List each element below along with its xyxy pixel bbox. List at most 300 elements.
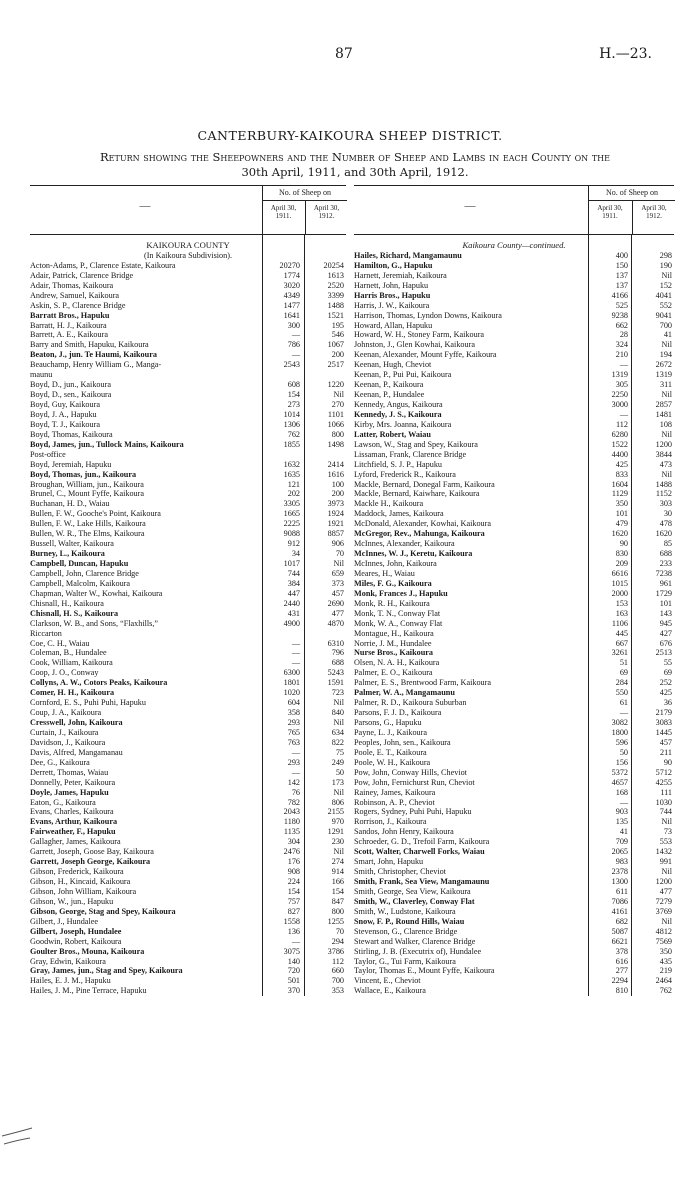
sheep-1911-cell: 137 [615,270,628,280]
owner-name: Burney, L., Kaikoura [30,549,105,559]
sheep-1912-cell: 3399 [327,290,344,300]
sheep-1911-cell: 7086 [611,896,628,906]
sheep-1911-cell: 1129 [611,489,628,499]
table-row [30,360,346,370]
sheep-1911-cell: 101 [615,509,628,519]
sheep-1912-cell: 688 [659,549,672,559]
sheep-1911-cell: 176 [287,857,300,867]
sheep-1912-cell: 143 [659,608,672,618]
right-rows [354,235,674,996]
sheep-1912-cell: 1066 [327,419,344,429]
table-row [30,668,346,678]
sheep-1911-cell: 9238 [611,310,628,320]
sheep-1911-cell: 154 [287,390,300,400]
table-row [30,639,346,649]
owner-name: Buchanan, H. D., Waiau [30,499,110,509]
sheep-1912-cell: 36 [663,698,672,708]
owner-name: Vincent, E., Cheviot [354,976,421,986]
sheep-1912-cell: 2155 [327,807,344,817]
left-rows [30,235,346,996]
table-row [30,420,346,430]
owner-name: Gilbert, Joseph, Hundalee [30,926,122,936]
table-row [30,599,346,609]
sheep-1912-cell: 945 [659,618,672,628]
table-row [30,440,346,450]
sheep-1911-cell: 3082 [611,718,628,727]
right-table [354,185,674,996]
owner-name: Palmer, W. A., Mangamaunu [354,688,455,698]
sheep-1912-cell: 1521 [327,310,344,320]
sheep-1912-cell: 1620 [655,529,672,539]
sheep-1912-cell: 1319 [655,370,672,380]
sheep-1911-cell: 1620 [611,529,628,539]
owner-name: Goodwin, Robert, Kaikoura [30,936,122,946]
sheep-1911-cell: 3075 [283,946,300,956]
sheep-1912-cell: 457 [659,737,672,747]
owner-name: Montague, H., Kaikoura [354,628,434,638]
sheep-1912-cell: 298 [659,250,672,260]
table-row [354,529,674,539]
owner-name: Lawson, W., Stag and Spey, Kaikoura [354,439,478,449]
owner-name: Stirling, J. B. (Executrix of), Hundalee [354,946,482,956]
table-row [30,927,346,937]
table-row [354,340,674,350]
owner-name: Beauchamp, Henry William G., Manga- [30,360,162,370]
table-row [354,301,674,311]
sheep-1912-cell: 2672 [655,360,672,370]
owner-name: Comer, H. H., Kaikoura [30,688,115,698]
table-row [354,589,674,599]
sheep-1911-cell: 136 [287,926,300,936]
sheep-1912-cell: 100 [331,479,344,489]
table-row [354,986,674,996]
table-row [30,957,346,967]
table-row [354,380,674,390]
owner-name: Lissaman, Frank, Clarence Bridge [354,449,467,459]
owner-name: Curtain, J., Kaikoura [30,727,99,737]
owner-name: Gibson, John William, Kaikoura [30,886,137,896]
table-row [30,907,346,917]
table-row [354,738,674,748]
sheep-1911-cell: 757 [287,896,300,906]
sheep-1911-cell: 903 [615,807,628,817]
owner-name: Rorrison, J., Kaikoura [354,817,427,827]
table-row [30,986,346,996]
table-row [354,480,674,490]
owner-name: Harris, J. W., Kaikoura [354,300,430,310]
sheep-1911-cell: 1774 [283,270,300,280]
sheep-1912-cell: 7569 [655,936,672,946]
sheep-1912-cell: 20254 [323,260,344,270]
table-row [354,271,674,281]
sheep-1911-cell: 682 [615,916,628,926]
sheep-1912-cell: 2414 [327,459,344,469]
sheep-1911-cell: 827 [287,906,300,916]
owner-name: McGregor, Rev., Mahunga, Kaikoura [354,529,485,539]
document-subtitle [50,150,660,180]
table-row [30,648,346,658]
table-row [30,718,346,728]
owner-name: Keenan, P., Hundalee [354,390,425,400]
sheep-1911-cell: 1180 [283,817,300,827]
sheep-1912-cell: 9041 [655,310,672,320]
section-heading-continued: Kaikoura County—continued. [462,240,566,250]
sheep-1912-cell: 211 [660,747,672,757]
sheep-1911-cell: 137 [615,280,628,290]
sheep-1911-cell: 501 [287,976,300,986]
owner-name: Hailes, Richard, Mangamaunu [354,250,462,260]
table-row [354,668,674,678]
owner-name: Pow, John, Conway Hills, Cheviot [354,767,467,777]
owner-name: Smith, Christopher, Cheviot [354,867,447,877]
sheep-1912-cell: 8857 [327,529,344,539]
table-row [30,271,346,281]
sheep-1912-cell: Nil [661,916,672,926]
table-row [354,579,674,589]
sheep-1911-cell: 1020 [283,688,300,698]
sheep-1911-cell: 273 [287,400,300,409]
owner-name: Miles, F. G., Kaikoura [354,578,432,588]
sheep-1912-cell: 101 [659,598,672,608]
sheep-1912-cell: 112 [332,956,344,966]
owner-name: Smith, W., Ludstone, Kaikoura [354,906,456,916]
sheep-1911-cell: 447 [287,588,300,598]
table-row [30,658,346,668]
owner-name: Howard, Allan, Hapuku [354,320,433,330]
table-row [354,489,674,499]
sheep-1912-cell: 1591 [327,678,344,688]
owner-name: Pow, John, Fernichurst Run, Cheviot [354,777,475,787]
sheep-1911-cell: 156 [615,757,628,767]
sheep-1912-cell: 1432 [655,847,672,857]
sheep-1912-cell: 800 [331,429,344,439]
owner-name: Boyd, T. J., Kaikoura [30,419,100,429]
sheep-1911-cell: 2065 [611,847,628,857]
owner-name: Dee, G., Kaikoura [30,757,90,767]
sheep-1912-cell: 230 [331,837,344,847]
table-row [30,619,346,629]
owner-name: Campbell, Malcolm, Kaikoura [30,578,131,588]
sheep-1911-cell: 3261 [611,648,628,658]
sheep-1912-cell: 822 [331,737,344,747]
owner-name: Parsons, F. J. D., Kaikoura [354,708,442,718]
sheep-1911-cell: 667 [615,638,628,648]
owner-name: Post-office [30,449,66,459]
table-row [30,877,346,887]
sheep-1911-cell: 709 [615,837,628,847]
sheep-1912-cell: 688 [331,658,344,668]
sheep-1911-cell: 150 [615,260,628,270]
sheep-1912-cell: 85 [663,539,672,549]
owner-name: Stevenson, G., Clarence Bridge [354,926,458,936]
table-row [354,350,674,360]
sheep-1911-cell: 5372 [611,767,628,777]
table-row [354,917,674,927]
sheep-1911-cell: 550 [615,688,628,698]
sheep-1912-cell: 4812 [655,926,672,936]
owner-name: Rainey, James, Kaikoura [354,787,436,797]
sheep-1912-cell: 350 [659,946,672,956]
owner-name: Harrison, Thomas, Lyndon Downs, Kaikoura [354,310,502,320]
sheep-1912-cell: 552 [659,300,672,310]
sheep-1912-cell: 3786 [327,946,344,956]
table-row [30,470,346,480]
owner-name: Collyns, A. W., Cotors Peaks, Kaikoura [30,678,168,688]
table-row [30,698,346,708]
sheep-1912-cell: Nil [661,340,672,350]
sheep-1912-cell: Nil [661,270,672,280]
owner-name: Gibson, George, Stag and Spey, Kaikoura [30,906,176,916]
table-row [30,509,346,519]
sheep-1912-cell: 41 [663,330,672,340]
sheep-1911-cell: 2378 [611,867,628,877]
sheep-1911-cell: 224 [287,877,300,886]
table-row [30,370,346,380]
sheep-1911-cell: 34 [291,549,300,559]
sheep-1912-cell: 5243 [327,668,344,678]
sheep-1911-cell: 28 [619,330,628,340]
table-row [30,966,346,976]
owner-name: Keenan, Hugh, Cheviot [354,360,432,370]
section-heading: KAIKOURA COUNTY [146,240,230,250]
sheep-1911-cell: 3000 [611,400,628,409]
owner-name: Coleman, B., Hundalee [30,648,107,658]
owner-name: Olsen, N. A. H., Kaikoura [354,658,440,668]
table-row [30,450,346,460]
sheep-1911-cell: 611 [616,886,628,896]
owner-name: Gray, James, jun., Stag and Spey, Kaikoura [30,966,183,976]
table-row [354,718,674,728]
sheep-1911-cell: 277 [615,966,628,976]
owner-name: Wallace, E., Kaikoura [354,986,426,996]
owner-name: Boyd, D., jun., Kaikoura [30,380,111,390]
sheep-1911-cell: 90 [619,539,628,549]
sheep-1912-cell: 219 [659,966,672,976]
sheep-1912-cell: 3973 [327,499,344,509]
owner-name: Fairweather, F., Hapuku [30,827,116,837]
col-1912-header: April 30, 1912. [305,200,347,234]
sheep-1911-cell: 983 [615,857,628,867]
owner-name: Meares, H., Waiau [354,568,415,578]
owner-name: Boyd, Guy, Kaikoura [30,400,100,409]
table-row [354,788,674,798]
sheep-1912-cell: Nil [333,559,344,568]
table-row [354,947,674,957]
owner-name: Barrett, A. E., Kaikoura [30,330,108,340]
col-1911-header: April 30, 1911. [270,204,297,220]
owner-name: Harris Bros., Hapuku [354,290,431,300]
sheep-1911-cell: 2000 [611,588,628,598]
sheep-1912-cell: 353 [331,986,344,996]
sheep-1912-cell: 427 [659,628,672,638]
sheep-1912-cell: 660 [331,966,344,976]
owner-name: Poole, W. H., Kaikoura [354,757,431,767]
sheep-1911-cell: — [291,767,300,777]
subsection-heading: (In Kaikoura Subdivision). [143,250,232,260]
sheep-1912-cell: 1481 [655,409,672,419]
sheep-1912-cell: 659 [331,568,344,578]
sheep-1911-cell: 3305 [283,499,300,509]
owner-name: Gibson, H., Kincaid, Kaikoura [30,877,131,886]
table-row [354,957,674,967]
table-row [30,807,346,817]
sheep-1912-cell: 2520 [327,280,344,290]
sheep-1912-cell: 676 [659,638,672,648]
owner-name: Cook, William, Kaikoura [30,658,113,668]
owner-name: Monk, R. H., Kaikoura [354,598,430,608]
table-row [354,648,674,658]
owner-name: Bussell, Walter, Kaikoura [30,539,114,549]
sheep-1911-cell: 2225 [283,519,300,529]
owner-name: Smith, George, Sea View, Kaikoura [354,886,471,896]
sheep-1912-cell: 55 [663,658,672,668]
sheep-1912-cell: Nil [333,847,344,857]
sheep-1912-cell: 800 [331,906,344,916]
table-row [30,480,346,490]
table-row [354,470,674,480]
sheep-1912-cell: Nil [661,867,672,877]
owner-name: Palmer, E. S., Brentwood Farm, Kaikoura [354,678,492,688]
sheep-1911-cell: — [291,936,300,946]
owner-name: Bullen, W. R., The Elms, Kaikoura [30,529,145,539]
owner-name: Poole, E. T., Kaikoura [354,747,427,757]
page-number: 87 [335,46,353,62]
owner-name: Sandos, John Henry, Kaikoura [354,827,454,837]
sheep-1912-cell: 2513 [655,648,672,658]
owner-name: Boyd, James, jun., Tullock Mains, Kaikoura [30,439,184,449]
sheep-1911-cell: 209 [615,559,628,568]
table-row [30,330,346,340]
table-row [30,410,346,420]
sheep-1911-cell: 662 [615,320,628,330]
header-dash: — [464,200,476,212]
sheep-1911-cell: 445 [615,628,628,638]
owner-name: Hamilton, G., Hapuku [354,260,433,270]
sheep-1911-cell: 4161 [611,906,628,916]
sheep-1912-cell: 477 [659,886,672,896]
table-row [354,698,674,708]
sheep-1912-cell: 200 [331,350,344,360]
sheep-1911-cell: 786 [287,340,300,350]
table-row [30,281,346,291]
owner-name: Palmer, R. D., Kaikoura Suburban [354,698,467,708]
sheep-1911-cell: 1135 [283,827,300,837]
owner-name: Taylor, G., Tui Farm, Kaikoura [354,956,456,966]
owner-name: Evans, Arthur, Kaikoura [30,817,118,827]
table-row [30,569,346,579]
sheep-1911-cell: 762 [287,429,300,439]
table-row [30,857,346,867]
sheep-1912-cell: 3769 [655,906,672,916]
sheep-1911-cell: 1106 [611,618,628,628]
sheep-1912-cell: 2690 [327,598,344,608]
sheep-1912-cell: 473 [659,459,672,469]
sheep-1911-cell: — [619,409,628,419]
owner-name: Andrew, Samuel, Kaikoura [30,290,120,300]
owner-name: Davis, Alfred, Mangamanau [30,747,123,757]
sheep-1911-cell: 2250 [611,390,628,400]
owner-name: Gibson, W., jun., Hapuku [30,896,114,906]
col-1911-header: April 30, 1911. [597,204,623,220]
sheep-1912-cell: 75 [335,747,344,757]
table-row [30,837,346,847]
table-row [354,798,674,808]
sheep-1912-cell: 914 [331,867,344,877]
table-row [30,589,346,599]
sheep-1911-cell: 1017 [283,559,300,568]
table-row [354,321,674,331]
sheep-1911-cell: 2294 [611,976,628,986]
sheep-1912-cell: 634 [331,727,344,737]
margin-pencil-marks [0,1088,40,1148]
sheep-1911-cell: 293 [287,757,300,767]
sheep-1911-cell: 525 [615,300,628,310]
owner-name: McInnes, W. J., Keretu, Kaikoura [354,549,473,559]
owner-name: Boyd, Thomas, Kaikoura [30,429,113,439]
owner-name: Barratt, H. J., Kaikoura [30,320,107,330]
sheep-1912-cell: 173 [331,777,344,787]
sheep-1911-cell: 41 [619,827,628,837]
sheep-1911-cell: 744 [287,568,300,578]
sheep-1912-cell: 154 [331,886,344,896]
owner-name: Norrie, J. M., Hundalee [354,638,432,648]
sheep-1911-cell: 1800 [611,727,628,737]
sheep-1911-cell: — [291,350,300,360]
sheep-1912-cell: 1030 [655,797,672,807]
table-row [354,688,674,698]
table-row [30,499,346,509]
sheep-1911-cell: 6616 [611,568,628,578]
sheep-1911-cell: 370 [287,986,300,996]
table-row [30,311,346,321]
sheep-1911-cell: 1635 [283,469,300,479]
owner-name: Mackle, Bernard, Donegal Farm, Kaikoura [354,479,495,489]
sheep-1911-cell: 1801 [283,678,300,688]
sheep-1912-cell: 1616 [327,469,344,479]
sheep-1912-cell: 70 [335,926,344,936]
owner-name: Monk, W. A., Conway Flat [354,618,443,628]
owner-name: Gilbert, J., Hundalee [30,916,98,926]
owner-name: Bullen, F. W., Gooche's Point, Kaikoura [30,509,161,519]
sheep-1911-cell: 384 [287,578,300,588]
sheep-1911-cell: 720 [287,966,300,976]
sheep-1912-cell: 4255 [655,777,672,787]
sheep-1912-cell: 6310 [327,638,344,648]
sheep-1911-cell: 1632 [283,459,300,469]
owner-name: Smith, Frank, Sea View, Mangamaunu [354,877,490,886]
sheep-1912-cell: 723 [331,688,344,698]
sheep-1911-cell: 69 [619,668,628,678]
sheep-1912-cell: 190 [659,260,672,270]
owner-name: Monk, Frances J., Hapuku [354,588,448,598]
table-row [354,887,674,897]
sheep-1912-cell: 477 [331,608,344,618]
owner-name: Latter, Robert, Waiau [354,429,431,439]
sheep-1911-cell: 4900 [283,618,300,628]
sheep-1912-cell: 762 [659,986,672,996]
sheep-1912-cell: Nil [661,817,672,827]
table-row [354,629,674,639]
owner-name: Campbell, John, Clarence Bridge [30,568,139,578]
sheep-1912-cell: 70 [335,549,344,559]
sheep-1911-cell: 300 [287,320,300,330]
table-row [30,400,346,410]
table-row [354,877,674,887]
sheep-1911-cell: 4657 [611,777,628,787]
sheep-1911-cell: 324 [615,340,628,350]
sheep-1912-cell: 806 [331,797,344,807]
table-row [354,678,674,688]
